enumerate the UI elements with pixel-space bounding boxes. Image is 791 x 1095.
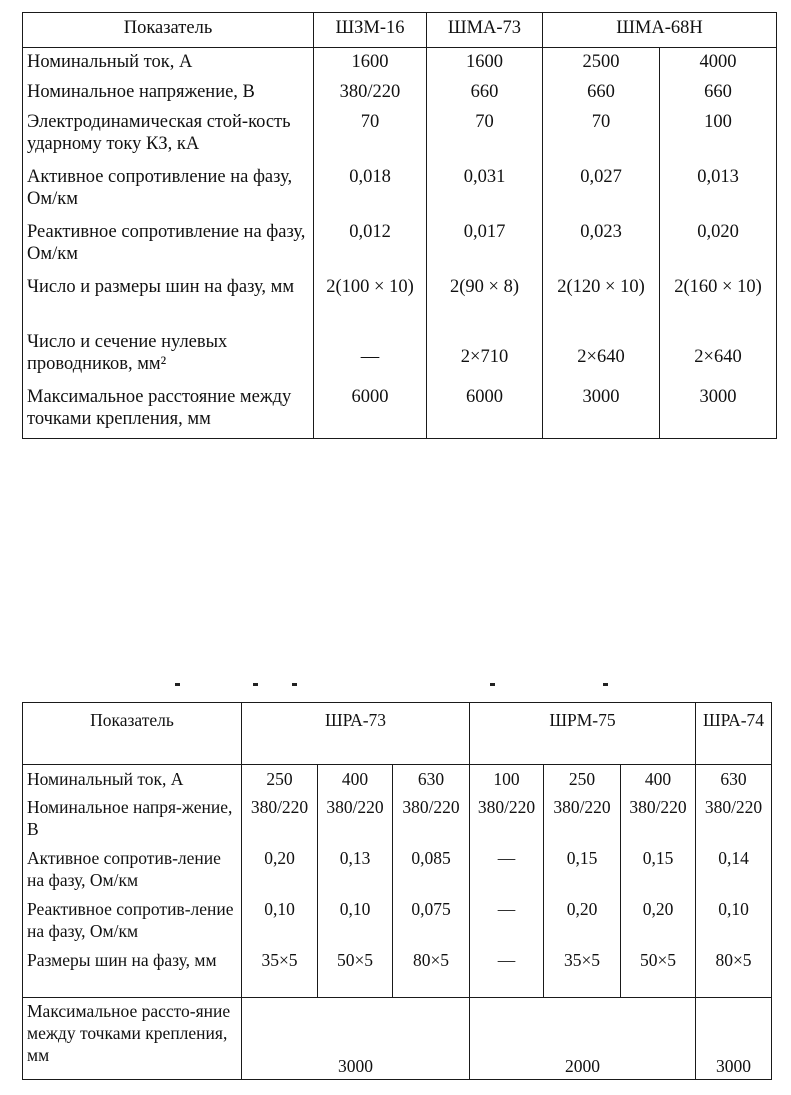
- table-row: [23, 383, 777, 439]
- header-shma-68n: ШМА-68Н: [543, 13, 777, 48]
- table-row: [23, 78, 777, 108]
- row-label: Реактивное сопротивление на фазу, Ом/км: [23, 218, 314, 273]
- cell-value: 400: [318, 765, 393, 794]
- busbar-table-main: [22, 12, 777, 439]
- cell-value: 0,20: [544, 895, 621, 946]
- cell-value: 380/220: [242, 793, 318, 844]
- row-label: Электродинамическая стой-кость ударному току КЗ, кА: [23, 108, 314, 163]
- cell-value: 3000: [543, 383, 660, 439]
- cell-value: 4000: [660, 48, 777, 79]
- cell-value: 380/220: [621, 793, 696, 844]
- header-shzm-16: ШЗМ-16: [314, 13, 427, 48]
- scan-artifact: [603, 683, 608, 686]
- cell-value: 0,20: [242, 844, 318, 895]
- cell-value: 70: [543, 108, 660, 163]
- cell-value: 70: [427, 108, 543, 163]
- row-label: Активное сопротив-ление на фазу, Ом/км: [23, 844, 242, 895]
- table-header-row: [23, 703, 772, 765]
- cell-value: 660: [660, 78, 777, 108]
- table-row: [23, 946, 772, 998]
- cell-value: 400: [621, 765, 696, 794]
- scan-artifact: [490, 683, 495, 686]
- cell-value: 2×640: [543, 328, 660, 383]
- cell-value: 0,017: [427, 218, 543, 273]
- cell-value: —: [470, 895, 544, 946]
- row-label: Реактивное сопротив-ление на фазу, Ом/км: [23, 895, 242, 946]
- scan-artifact: [175, 683, 180, 686]
- cell-value: 2(160 × 10): [660, 273, 777, 328]
- cell-value: 660: [427, 78, 543, 108]
- cell-value: 0,10: [318, 895, 393, 946]
- cell-value: 50×5: [621, 946, 696, 998]
- cell-value: 630: [696, 765, 772, 794]
- header-shma-73: ШМА-73: [427, 13, 543, 48]
- row-label: Номинальное напря-жение, В: [23, 793, 242, 844]
- cell-value: 0,013: [660, 163, 777, 218]
- table-row: [23, 844, 772, 895]
- header-indicator: Показатель: [23, 13, 314, 48]
- cell-value: 6000: [427, 383, 543, 439]
- table-row: [23, 48, 777, 79]
- cell-value: 380/220: [393, 793, 470, 844]
- row-label: Номинальное напряжение, В: [23, 78, 314, 108]
- row-label: Номинальный ток, А: [23, 765, 242, 794]
- cell-value: 0,20: [621, 895, 696, 946]
- cell-value: 0,14: [696, 844, 772, 895]
- cell-value: 0,10: [696, 895, 772, 946]
- table-row: [23, 163, 777, 218]
- cell-value: 380/220: [696, 793, 772, 844]
- cell-value: 0,085: [393, 844, 470, 895]
- cell-value: 0,012: [314, 218, 427, 273]
- cell-value: 2(120 × 10): [543, 273, 660, 328]
- row-label: Номинальный ток, А: [23, 48, 314, 79]
- cell-value: 0,15: [544, 844, 621, 895]
- cell-value: 2000: [470, 998, 696, 1080]
- cell-value: 2×710: [427, 328, 543, 383]
- cell-value: 380/220: [314, 78, 427, 108]
- cell-value: 50×5: [318, 946, 393, 998]
- cell-value: —: [470, 946, 544, 998]
- cell-value: 380/220: [470, 793, 544, 844]
- cell-value: 100: [470, 765, 544, 794]
- row-label: Число и сечение нулевых проводников, мм²: [23, 328, 314, 383]
- cell-value: 80×5: [393, 946, 470, 998]
- cell-value: 100: [660, 108, 777, 163]
- cell-value: 70: [314, 108, 427, 163]
- cell-value: 0,020: [660, 218, 777, 273]
- table-row: [23, 765, 772, 794]
- cell-value: 380/220: [318, 793, 393, 844]
- cell-value: 0,075: [393, 895, 470, 946]
- table-row: [23, 108, 777, 163]
- cell-value: 380/220: [544, 793, 621, 844]
- table-row: [23, 328, 777, 383]
- table-row: [23, 895, 772, 946]
- row-label: Число и размеры шин на фазу, мм: [23, 273, 314, 328]
- row-label: Размеры шин на фазу, мм: [23, 946, 242, 998]
- cell-value: 2(100 × 10): [314, 273, 427, 328]
- header-shra-74: ШРА-74: [696, 703, 772, 765]
- busbar-table-distribution: [22, 702, 772, 1080]
- table-row: [23, 998, 772, 1080]
- table-row: [23, 793, 772, 844]
- cell-value: 630: [393, 765, 470, 794]
- cell-value: 1600: [427, 48, 543, 79]
- cell-value: 1600: [314, 48, 427, 79]
- cell-value: 35×5: [242, 946, 318, 998]
- header-indicator: Показатель: [23, 703, 242, 765]
- cell-value: 0,018: [314, 163, 427, 218]
- header-shra-73: ШРА-73: [242, 703, 470, 765]
- cell-value: 35×5: [544, 946, 621, 998]
- cell-value: 0,13: [318, 844, 393, 895]
- scan-artifact: [292, 683, 297, 686]
- cell-value: 0,15: [621, 844, 696, 895]
- cell-value: 80×5: [696, 946, 772, 998]
- table-row: [23, 273, 777, 328]
- cell-value: 2(90 × 8): [427, 273, 543, 328]
- cell-value: 0,027: [543, 163, 660, 218]
- cell-value: 250: [242, 765, 318, 794]
- cell-value: 660: [543, 78, 660, 108]
- row-label: Максимальное расстояние между точками крепления, мм: [23, 383, 314, 439]
- cell-value: 2×640: [660, 328, 777, 383]
- cell-value: 0,10: [242, 895, 318, 946]
- table-header-row: [23, 13, 777, 48]
- row-label: Максимальное рассто-яние между точками крепления, мм: [23, 998, 242, 1080]
- cell-value: 6000: [314, 383, 427, 439]
- cell-value: 3000: [242, 998, 470, 1080]
- cell-value: 3000: [660, 383, 777, 439]
- cell-value: —: [314, 328, 427, 383]
- cell-value: 250: [544, 765, 621, 794]
- cell-value: 2500: [543, 48, 660, 79]
- cell-value: —: [470, 844, 544, 895]
- table-row: [23, 218, 777, 273]
- cell-value: 0,031: [427, 163, 543, 218]
- scan-artifact: [253, 683, 258, 686]
- cell-value: 3000: [696, 998, 772, 1080]
- header-shrm-75: ШРМ-75: [470, 703, 696, 765]
- row-label: Активное сопротивление на фазу, Ом/км: [23, 163, 314, 218]
- cell-value: 0,023: [543, 218, 660, 273]
